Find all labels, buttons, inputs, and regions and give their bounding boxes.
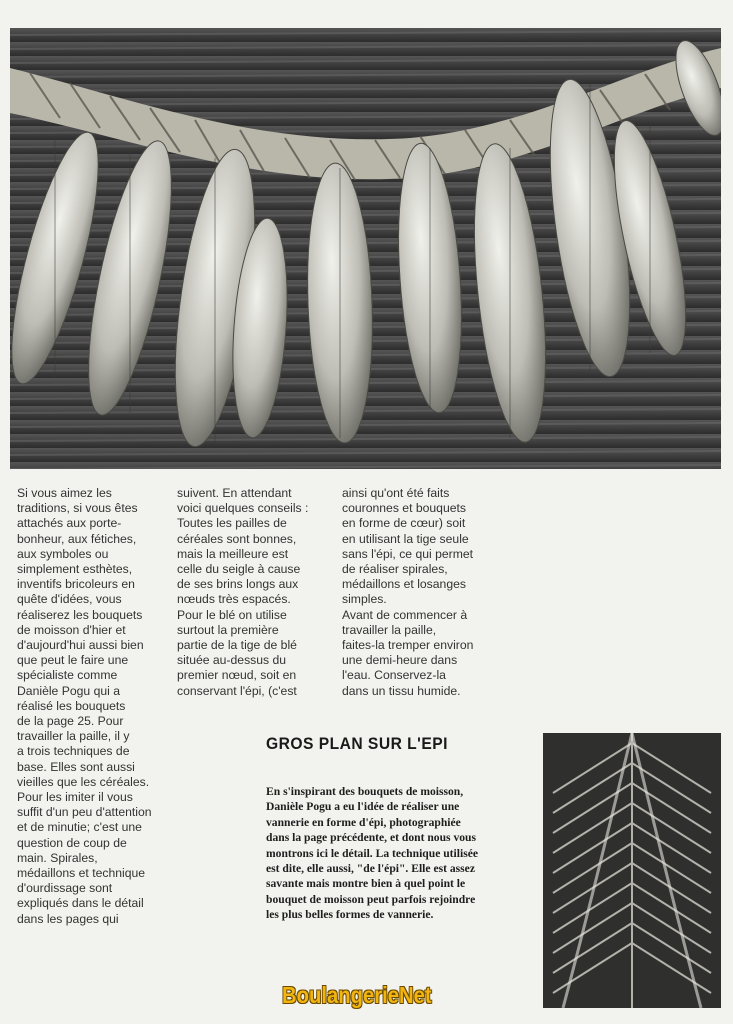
- wheat-sheaves-photo: [10, 28, 721, 469]
- article-column-3: ainsi qu'ont été faits couronnes et bouquets en forme de cœur) soit en utilisant la tige seule sans l'épi, ce qui permet de réaliser spirales, médaillons et losanges simples. Avant de commencer à travailler la paille, faites-la tremper environ une demi-heure dans l'eau. Conservez-la dans un tissu humide.: [342, 486, 474, 698]
- boulangerienet-watermark: BoulangerieNet: [282, 982, 432, 1008]
- sidebar-lead-text: En s'inspirant des bouquets de moisson, Danièle Pogu a eu l'idée de réaliser une vannerie en forme d'épi, photographiée dans la page précédente, et dont nous vous montrons ici le détail. La technique utilisée est dite, elle aussi, "de l'épi". Elle est assez savante mais montre bien à quel point le bouquet de moisson peut parfois rejoindre les plus belles formes de vannerie.: [266, 785, 479, 922]
- article-column-2: suivent. En attendant voici quelques conseils : Toutes les pailles de céréales sont bonnes, mais la meilleure est celle du seigle à cause de ses brins longs aux nœuds très espacés. Pour le blé on utilise surtout la première partie de la tige de blé située au-dessus du premier nœud, soit en conservant l'épi, (c'est: [177, 486, 309, 698]
- braided-ear-detail-photo: [543, 733, 721, 1008]
- article-column-1: Si vous aimez les traditions, si vous êtes attachés aux porte- bonheur, aux fétiches, aux symboles ou simplement esthètes, inventifs bricoleurs en quête d'idées, vous réaliserez les bouquets de moisson d'hier et d'aujourd'hui aussi bien que peut le faire une spécialiste comme Danièle Pogu qui a réalisé les bouquets de la page 25. Pour travailler la paille, il y a trois techniques de base. Elles sont aussi vieilles que les céréales. Pour les imiter il vous suffit d'un peu d'attention et de minutie; c'est une question de coup de main. Spirales, médaillons et technique d'ourdissage sont expliqués dans le détail dans les pages qui: [17, 486, 152, 926]
- sidebar-heading: GROS PLAN SUR L'EPI: [266, 734, 448, 753]
